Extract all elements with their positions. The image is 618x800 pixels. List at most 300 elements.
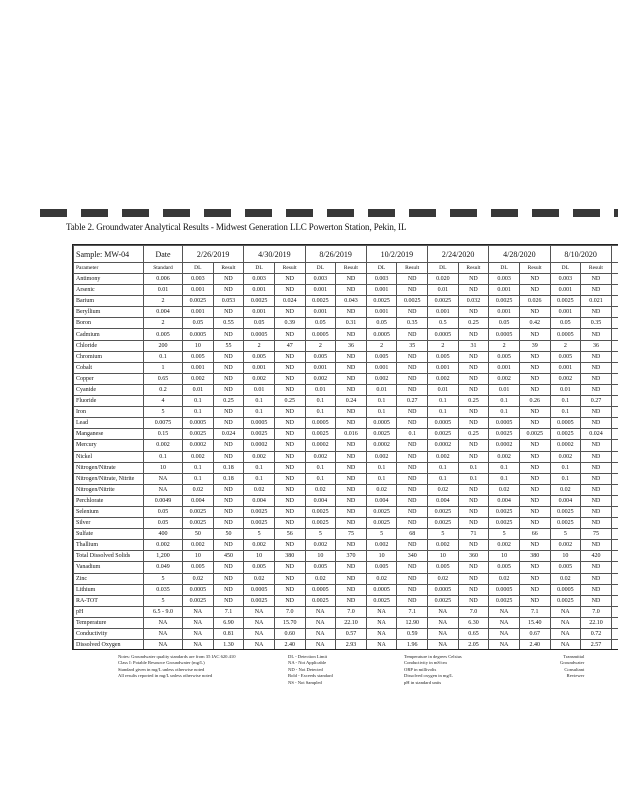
result-cell: [611, 640, 618, 650]
result-cell: 0.0025: [305, 429, 336, 440]
result-cell: ND: [213, 384, 244, 395]
result-cell: ND: [519, 418, 550, 429]
result-cell: ND: [397, 274, 428, 285]
result-cell: 0.1: [428, 407, 459, 418]
result-cell: ND: [397, 562, 428, 573]
result-cell: 0.001: [366, 362, 397, 373]
result-cell: 47: [274, 340, 305, 351]
result-cell: 0.0002: [183, 440, 214, 451]
result-cell: 0.05: [366, 318, 397, 329]
result-cell: 50: [213, 529, 244, 540]
result-cell: ND: [458, 506, 489, 517]
result-cell: ND: [397, 407, 428, 418]
result-cell: ND: [274, 518, 305, 529]
result-cell: ND: [336, 274, 367, 285]
result-cell: ND: [213, 307, 244, 318]
table-row: [74, 318, 618, 329]
result-cell: 0.0025: [428, 296, 459, 307]
standard-value: 0.002: [144, 540, 183, 551]
result-cell: 360: [458, 551, 489, 562]
standard-value: 0.05: [144, 506, 183, 517]
result-cell: 0.0025: [366, 506, 397, 517]
result-cell: 0.003: [183, 274, 214, 285]
result-cell: [611, 351, 618, 362]
result-cell: ND: [519, 484, 550, 495]
result-cell: ND: [581, 307, 612, 318]
parameter-name: pH: [74, 606, 144, 617]
groundwater-results-table-wrapper: [72, 244, 618, 650]
result-cell: 0.1: [305, 462, 336, 473]
standard-value: 5: [144, 573, 183, 584]
result-cell: ND: [274, 418, 305, 429]
result-cell: 0.1: [366, 473, 397, 484]
result-cell: ND: [397, 384, 428, 395]
result-cell: 7.0: [581, 606, 612, 617]
parameter-name: Antimony: [74, 274, 144, 285]
result-cell: 2.57: [581, 640, 612, 650]
result-cell: 0.0025: [489, 506, 520, 517]
result-cell: 0.002: [244, 373, 275, 384]
result-cell: NA: [366, 617, 397, 628]
result-cell: 7.0: [274, 606, 305, 617]
table-row: [74, 396, 618, 407]
result-cell: ND: [336, 518, 367, 529]
result-cell: 0.35: [397, 318, 428, 329]
result-cell: ND: [581, 584, 612, 595]
result-cell: [611, 595, 618, 606]
result-cell: 10: [183, 340, 214, 351]
result-cell: [611, 451, 618, 462]
result-cell: 7.0: [458, 606, 489, 617]
result-cell: [611, 551, 618, 562]
result-cell: ND: [274, 540, 305, 551]
result-cell: 0.002: [428, 540, 459, 551]
result-cell: 0.002: [489, 540, 520, 551]
table-row: [74, 529, 618, 540]
parameter-name: Lithium: [74, 584, 144, 595]
table-row: [74, 640, 618, 650]
result-cell: 7.1: [397, 606, 428, 617]
result-cell: ND: [458, 440, 489, 451]
groundwater-results-table: [73, 245, 618, 650]
table-row: [74, 440, 618, 451]
result-cell: 0.0025: [305, 518, 336, 529]
result-cell: 0.1: [366, 407, 397, 418]
result-cell: 0.0005: [305, 418, 336, 429]
result-cell: 7.1: [519, 606, 550, 617]
result-cell: ND: [213, 407, 244, 418]
result-cell: 0.001: [550, 362, 581, 373]
result-cell: 0.01: [550, 384, 581, 395]
result-cell: 5: [550, 529, 581, 540]
standard-value: 4: [144, 396, 183, 407]
result-cell: ND: [336, 418, 367, 429]
result-cell: 0.005: [366, 351, 397, 362]
result-cell: 0.003: [489, 274, 520, 285]
result-cell: 0.0005: [183, 329, 214, 340]
result-cell: ND: [581, 573, 612, 584]
result-cell: ND: [274, 384, 305, 395]
result-cell: NA: [305, 640, 336, 650]
note-line: All results reported in mg/L unless otherwise noted: [118, 673, 213, 679]
result-cell: 0.25: [213, 396, 244, 407]
standard-value: 0.035: [144, 584, 183, 595]
result-cell: ND: [519, 285, 550, 296]
table-row: [74, 595, 618, 606]
result-cell: ND: [213, 484, 244, 495]
result-cell: ND: [581, 473, 612, 484]
parameter-name: Chromium: [74, 351, 144, 362]
result-cell: ND: [213, 595, 244, 606]
result-cell: NA: [489, 629, 520, 640]
result-cell: ND: [336, 407, 367, 418]
result-cell: 0.002: [183, 451, 214, 462]
result-cell: ND: [519, 307, 550, 318]
result-cell: 0.0025: [244, 296, 275, 307]
parameter-name: Nitrogen/Nitrite: [74, 484, 144, 495]
result-cell: 75: [581, 529, 612, 540]
result-cell: [611, 629, 618, 640]
result-cell: NA: [366, 606, 397, 617]
standard-value: 0.006: [144, 274, 183, 285]
result-cell: 380: [274, 551, 305, 562]
result-cell: 7.0: [336, 606, 367, 617]
result-cell: 7.1: [213, 606, 244, 617]
result-cell: 10: [244, 551, 275, 562]
note-line: Notes: Groundwater quality standards are from 35 IAC 620.410: [118, 654, 236, 659]
result-cell: 0.02: [366, 573, 397, 584]
subcolumn-label: Result: [519, 263, 550, 274]
result-cell: 0.001: [305, 362, 336, 373]
result-cell: 0.05: [183, 318, 214, 329]
parameter-name: Chloride: [74, 340, 144, 351]
result-cell: ND: [213, 540, 244, 551]
result-cell: ND: [274, 274, 305, 285]
result-cell: ND: [519, 373, 550, 384]
result-cell: 0.004: [489, 495, 520, 506]
table-row: [74, 362, 618, 373]
result-cell: 5: [428, 529, 459, 540]
result-cell: 0.0005: [244, 418, 275, 429]
table-row: [74, 418, 618, 429]
result-cell: 0.0025: [550, 506, 581, 517]
result-cell: 0.005: [366, 562, 397, 573]
result-cell: ND: [397, 573, 428, 584]
result-cell: NA: [550, 617, 581, 628]
result-cell: 0.1: [489, 407, 520, 418]
result-cell: NA: [244, 640, 275, 650]
parameter-name: Dissolved Oxygen: [74, 640, 144, 650]
result-cell: 0.0005: [550, 584, 581, 595]
result-cell: ND: [336, 506, 367, 517]
standard-value: 0.05: [144, 518, 183, 529]
result-cell: ND: [581, 451, 612, 462]
result-cell: 2: [244, 340, 275, 351]
result-cell: 0.002: [428, 373, 459, 384]
parameter-name: Copper: [74, 373, 144, 384]
result-cell: ND: [397, 329, 428, 340]
note-line: NA - Not Applicable: [288, 660, 327, 666]
result-cell: 12.90: [397, 617, 428, 628]
result-cell: 0.24: [336, 396, 367, 407]
note-line: pH in standard units: [404, 679, 442, 685]
scan-artifact-dashed-rule: [40, 209, 618, 217]
result-cell: 0.1: [183, 407, 214, 418]
result-cell: 0.002: [305, 373, 336, 384]
result-cell: 0.026: [519, 296, 550, 307]
result-cell: 0.002: [305, 540, 336, 551]
result-cell: 0.004: [305, 495, 336, 506]
date-header: [611, 246, 618, 263]
result-cell: 0.57: [336, 629, 367, 640]
result-cell: 0.0005: [305, 329, 336, 340]
result-cell: 0.0025: [366, 595, 397, 606]
table-row: [74, 462, 618, 473]
result-cell: ND: [336, 307, 367, 318]
subcolumn-label: DL: [366, 263, 397, 274]
result-cell: 0.002: [489, 451, 520, 462]
result-cell: ND: [274, 573, 305, 584]
result-cell: ND: [519, 540, 550, 551]
result-cell: 0.1: [428, 396, 459, 407]
result-cell: ND: [397, 440, 428, 451]
result-cell: 5: [489, 529, 520, 540]
result-cell: 0.1: [244, 462, 275, 473]
result-cell: 2.40: [519, 640, 550, 650]
standard-value: 0.1: [144, 451, 183, 462]
result-cell: 0.02: [428, 484, 459, 495]
subcolumn-label: DL: [244, 263, 275, 274]
result-cell: ND: [213, 329, 244, 340]
table-row: [74, 429, 618, 440]
result-cell: 0.0025: [489, 595, 520, 606]
result-cell: 0.1: [244, 396, 275, 407]
result-cell: 0.0005: [244, 329, 275, 340]
result-cell: 0.1: [397, 429, 428, 440]
result-cell: 0.02: [183, 484, 214, 495]
result-cell: NA: [550, 640, 581, 650]
result-cell: 0.002: [183, 540, 214, 551]
result-cell: 0.001: [183, 362, 214, 373]
result-cell: ND: [458, 418, 489, 429]
result-cell: [611, 440, 618, 451]
result-cell: NA: [428, 606, 459, 617]
parameter-name: Nitrogen/Nitrate: [74, 462, 144, 473]
result-cell: 0.0005: [489, 418, 520, 429]
result-cell: ND: [519, 573, 550, 584]
result-cell: 5: [244, 529, 275, 540]
result-cell: ND: [519, 329, 550, 340]
date-header: 10/2/2019: [366, 246, 427, 263]
result-cell: ND: [274, 562, 305, 573]
result-cell: 0.27: [397, 396, 428, 407]
result-cell: 0.26: [519, 396, 550, 407]
result-cell: ND: [336, 562, 367, 573]
result-cell: ND: [519, 562, 550, 573]
result-cell: ND: [581, 506, 612, 517]
result-cell: ND: [397, 285, 428, 296]
subcolumn-label: Result: [274, 263, 305, 274]
result-cell: ND: [397, 484, 428, 495]
result-cell: 0.01: [428, 384, 459, 395]
result-cell: ND: [458, 307, 489, 318]
result-cell: 0.0025: [428, 518, 459, 529]
result-cell: ND: [458, 285, 489, 296]
parameter-name: Barium: [74, 296, 144, 307]
result-cell: 10: [305, 551, 336, 562]
result-cell: NA: [244, 617, 275, 628]
result-cell: 0.002: [550, 540, 581, 551]
result-cell: ND: [274, 440, 305, 451]
result-cell: 0.001: [550, 285, 581, 296]
result-cell: 0.0005: [550, 329, 581, 340]
result-cell: NA: [183, 640, 214, 650]
result-cell: 0.0025: [366, 518, 397, 529]
result-cell: [611, 540, 618, 551]
result-cell: 10: [550, 551, 581, 562]
result-cell: 50: [183, 529, 214, 540]
result-cell: 0.005: [244, 351, 275, 362]
result-cell: 0.31: [336, 318, 367, 329]
result-cell: 0.0025: [244, 518, 275, 529]
standard-value: 0.1: [144, 351, 183, 362]
result-cell: ND: [397, 307, 428, 318]
result-cell: ND: [458, 562, 489, 573]
parameter-name: Arsenic: [74, 285, 144, 296]
result-cell: [611, 617, 618, 628]
result-cell: 0.0005: [489, 329, 520, 340]
result-cell: 35: [397, 340, 428, 351]
notes-column-2: [288, 654, 333, 686]
result-cell: ND: [519, 595, 550, 606]
result-cell: 0.0025: [366, 429, 397, 440]
result-cell: 0.0025: [550, 429, 581, 440]
result-cell: ND: [213, 285, 244, 296]
result-cell: ND: [213, 506, 244, 517]
notes-column-1: [118, 654, 236, 680]
result-cell: 0.0002: [366, 440, 397, 451]
result-cell: 0.25: [274, 396, 305, 407]
result-cell: 5: [366, 529, 397, 540]
result-cell: 0.032: [458, 296, 489, 307]
result-cell: [611, 495, 618, 506]
result-cell: 0.002: [366, 451, 397, 462]
result-cell: 0.01: [489, 384, 520, 395]
result-cell: [611, 384, 618, 395]
result-cell: ND: [519, 384, 550, 395]
parameter-name: Temperature: [74, 617, 144, 628]
result-cell: 10: [489, 551, 520, 562]
result-cell: ND: [519, 584, 550, 595]
result-cell: 0.002: [366, 373, 397, 384]
result-cell: ND: [213, 440, 244, 451]
result-cell: 68: [397, 529, 428, 540]
result-cell: [611, 584, 618, 595]
result-cell: 0.0025: [183, 429, 214, 440]
result-cell: ND: [336, 495, 367, 506]
result-cell: ND: [274, 351, 305, 362]
subcolumn-label: DL: [183, 263, 214, 274]
result-cell: 2.40: [274, 640, 305, 650]
result-cell: 0.004: [183, 495, 214, 506]
result-cell: 0.59: [397, 629, 428, 640]
result-cell: 450: [213, 551, 244, 562]
result-cell: 5: [305, 529, 336, 540]
result-cell: [611, 529, 618, 540]
result-cell: 0.81: [213, 629, 244, 640]
result-cell: 2: [366, 340, 397, 351]
note-line: Temperature in degrees Celsius: [404, 654, 462, 659]
result-cell: NA: [550, 629, 581, 640]
parameter-name: Zinc: [74, 573, 144, 584]
result-cell: 0.1: [244, 473, 275, 484]
table-row: [74, 540, 618, 551]
result-cell: [611, 285, 618, 296]
standard-value: 0.15: [144, 429, 183, 440]
result-cell: ND: [274, 584, 305, 595]
result-cell: 0.1: [489, 462, 520, 473]
result-cell: ND: [274, 285, 305, 296]
result-cell: 0.0002: [489, 440, 520, 451]
result-cell: ND: [581, 418, 612, 429]
subcolumn-label: Result: [581, 263, 612, 274]
parameter-name: Cyanide: [74, 384, 144, 395]
result-cell: [611, 606, 618, 617]
standard-value: NA: [144, 640, 183, 650]
result-cell: 36: [336, 340, 367, 351]
standard-label: Standard: [144, 263, 183, 274]
result-cell: 0.0002: [550, 440, 581, 451]
result-cell: 0.18: [213, 462, 244, 473]
result-cell: 0.25: [458, 429, 489, 440]
result-cell: NA: [305, 606, 336, 617]
result-cell: 2.05: [458, 640, 489, 650]
result-cell: 0.35: [581, 318, 612, 329]
result-cell: ND: [397, 518, 428, 529]
result-cell: 0.001: [305, 285, 336, 296]
result-cell: ND: [519, 451, 550, 462]
result-cell: NA: [183, 606, 214, 617]
result-cell: 0.0025: [428, 429, 459, 440]
result-cell: 0.1: [305, 396, 336, 407]
result-cell: 0.02: [428, 573, 459, 584]
parameter-name: Fluoride: [74, 396, 144, 407]
result-cell: [611, 296, 618, 307]
parameter-name: Beryllium: [74, 307, 144, 318]
result-cell: 0.1: [366, 396, 397, 407]
result-cell: 370: [336, 551, 367, 562]
result-cell: 0.001: [305, 307, 336, 318]
standard-value: 5: [144, 595, 183, 606]
date-header: 4/28/2020: [489, 246, 550, 263]
result-cell: ND: [336, 351, 367, 362]
result-cell: NA: [550, 606, 581, 617]
result-cell: 0.0005: [366, 584, 397, 595]
result-cell: 0.0025: [519, 429, 550, 440]
result-cell: ND: [336, 373, 367, 384]
result-cell: [611, 329, 618, 340]
result-cell: NA: [366, 629, 397, 640]
table-row: [74, 307, 618, 318]
result-cell: ND: [397, 362, 428, 373]
result-cell: ND: [274, 506, 305, 517]
result-cell: 0.001: [183, 307, 214, 318]
result-cell: ND: [397, 351, 428, 362]
parameter-name: Conductivity: [74, 629, 144, 640]
parameter-name: Silver: [74, 518, 144, 529]
result-cell: ND: [274, 329, 305, 340]
result-cell: ND: [519, 440, 550, 451]
